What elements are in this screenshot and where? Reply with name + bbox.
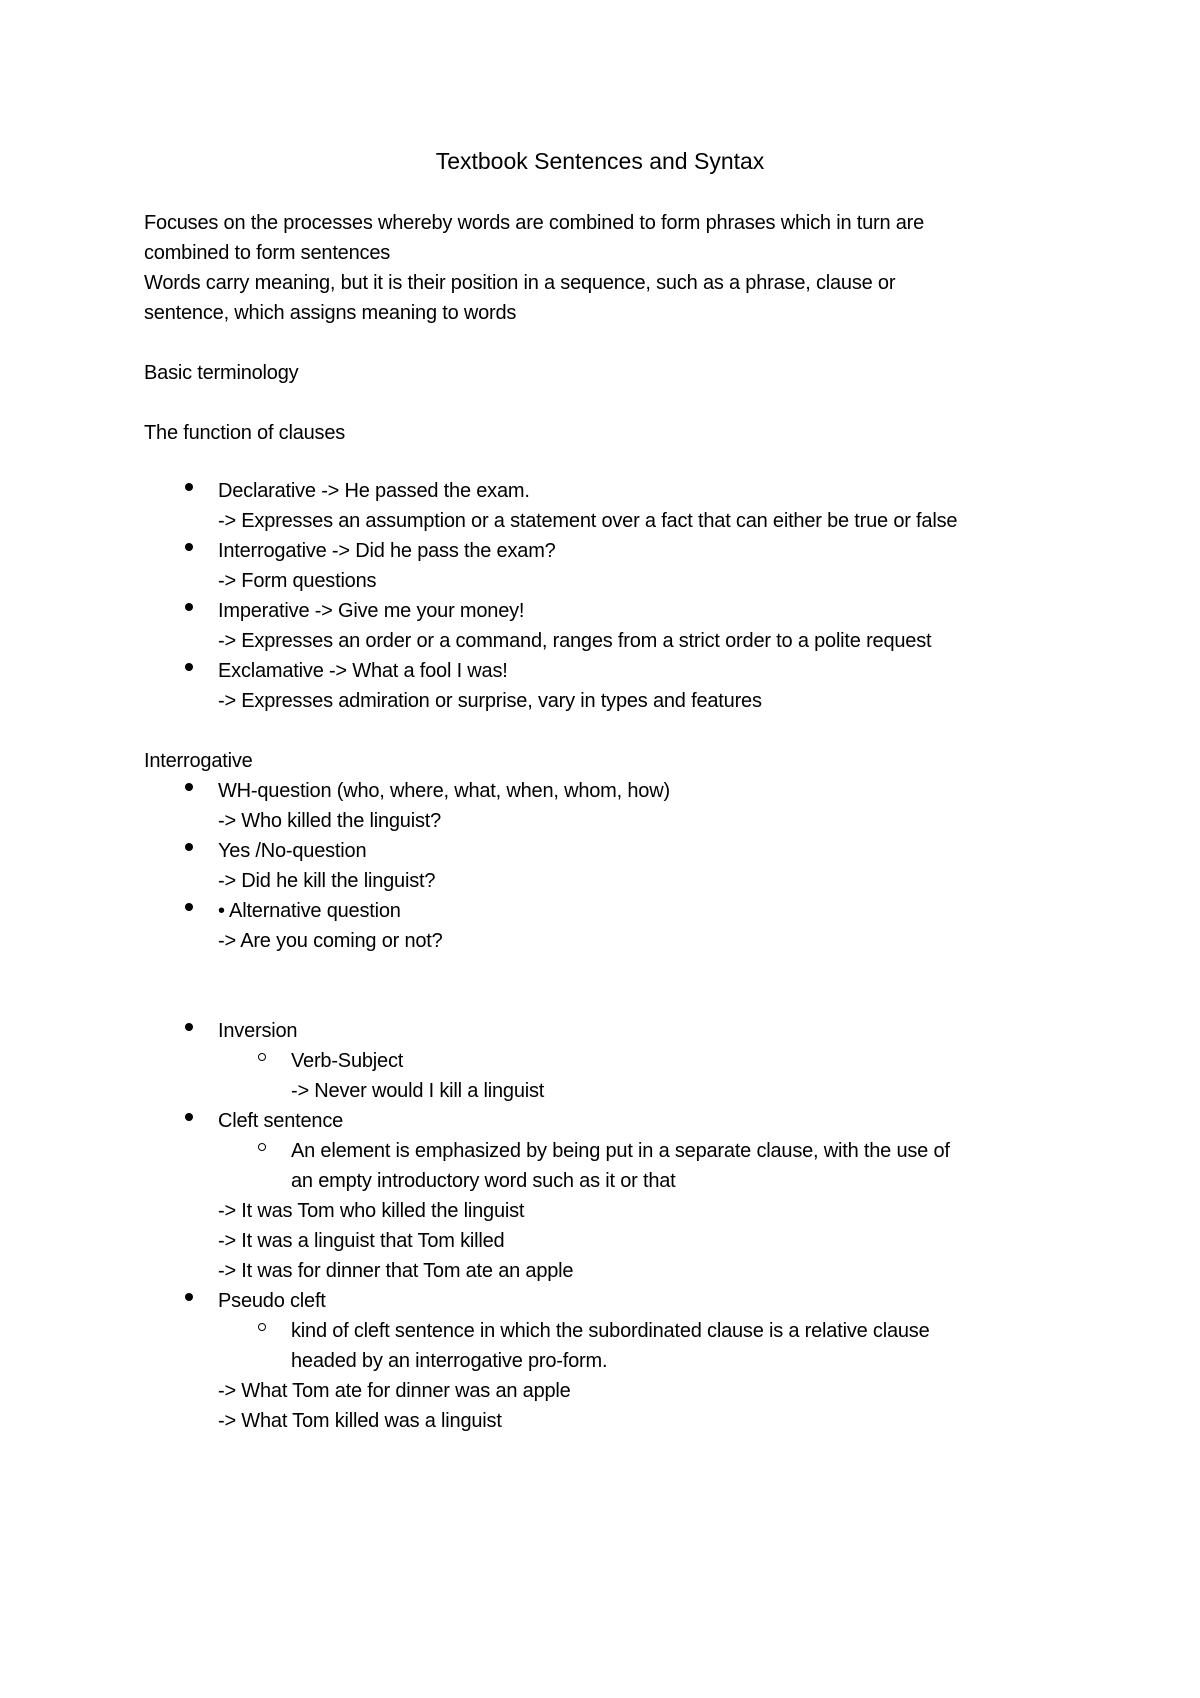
intro-line-3: Words carry meaning, but it is their position in a sequence, such as a phrase, clause or	[144, 272, 896, 294]
bullet-icon	[185, 483, 193, 491]
function-detail-exclamative: -> Expresses admiration or surprise, vary in types and features	[218, 690, 762, 712]
bullet-icon	[185, 663, 193, 671]
intro-line-2: combined to form sentences	[144, 242, 391, 264]
cleft-sub-line-1: An element is emphasized by being put in a separate clause, with the use of	[291, 1140, 950, 1162]
interrogative-item-yes-no: Yes /No-question	[218, 840, 367, 862]
cleft-label: Cleft sentence	[218, 1110, 344, 1132]
circle-bullet-icon	[258, 1323, 266, 1331]
bullet-icon	[185, 843, 193, 851]
circle-bullet-icon	[258, 1053, 266, 1061]
bullet-icon	[185, 1113, 193, 1121]
bullet-icon	[185, 1023, 193, 1031]
cleft-example-1: -> It was Tom who killed the linguist	[218, 1200, 525, 1222]
inversion-label: Inversion	[218, 1020, 298, 1042]
pseudo-cleft-example-1: -> What Tom ate for dinner was an apple	[218, 1380, 571, 1402]
function-item-declarative: Declarative -> He passed the exam.	[218, 480, 530, 502]
pseudo-cleft-sub-line-1: kind of cleft sentence in which the subordinated clause is a relative clause	[291, 1320, 930, 1342]
cleft-sub-line-2: an empty introductory word such as it or that	[291, 1170, 676, 1192]
bullet-icon	[185, 1293, 193, 1301]
pseudo-cleft-label: Pseudo cleft	[218, 1290, 326, 1312]
function-detail-interrogative: -> Form questions	[218, 570, 377, 592]
bullet-icon	[185, 903, 193, 911]
interrogative-detail-wh: -> Who killed the linguist?	[218, 810, 442, 832]
heading-function-of-clauses: The function of clauses	[144, 422, 346, 444]
document-title: Textbook Sentences and Syntax	[435, 148, 765, 174]
pseudo-cleft-example-2: -> What Tom killed was a linguist	[218, 1410, 502, 1432]
pseudo-cleft-sub-line-2: headed by an interrogative pro-form.	[291, 1350, 608, 1372]
cleft-example-2: -> It was a linguist that Tom killed	[218, 1230, 505, 1252]
intro-line-4: sentence, which assigns meaning to words	[144, 302, 517, 324]
function-item-imperative: Imperative -> Give me your money!	[218, 600, 525, 622]
heading-interrogative: Interrogative	[144, 750, 253, 772]
bullet-icon	[185, 603, 193, 611]
inversion-sub: Verb-Subject	[291, 1050, 404, 1072]
interrogative-item-alternative: • Alternative question	[218, 900, 401, 922]
interrogative-detail-yes-no: -> Did he kill the linguist?	[218, 870, 436, 892]
cleft-example-3: -> It was for dinner that Tom ate an apple	[218, 1260, 574, 1282]
circle-bullet-icon	[258, 1143, 266, 1151]
function-detail-imperative: -> Expresses an order or a command, ranges from a strict order to a polite request	[218, 630, 932, 652]
inversion-example: -> Never would I kill a linguist	[291, 1080, 545, 1102]
function-item-interrogative: Interrogative -> Did he pass the exam?	[218, 540, 556, 562]
function-detail-declarative: -> Expresses an assumption or a statement over a fact that can either be true or false	[218, 510, 958, 532]
bullet-icon	[185, 783, 193, 791]
interrogative-detail-alternative: -> Are you coming or not?	[218, 930, 443, 952]
interrogative-item-wh: WH-question (who, where, what, when, whom, how)	[218, 780, 670, 802]
bullet-icon	[185, 543, 193, 551]
function-item-exclamative: Exclamative -> What a fool I was!	[218, 660, 508, 682]
heading-basic-terminology: Basic terminology	[144, 362, 299, 384]
intro-line-1: Focuses on the processes whereby words are combined to form phrases which in turn are	[144, 212, 925, 234]
